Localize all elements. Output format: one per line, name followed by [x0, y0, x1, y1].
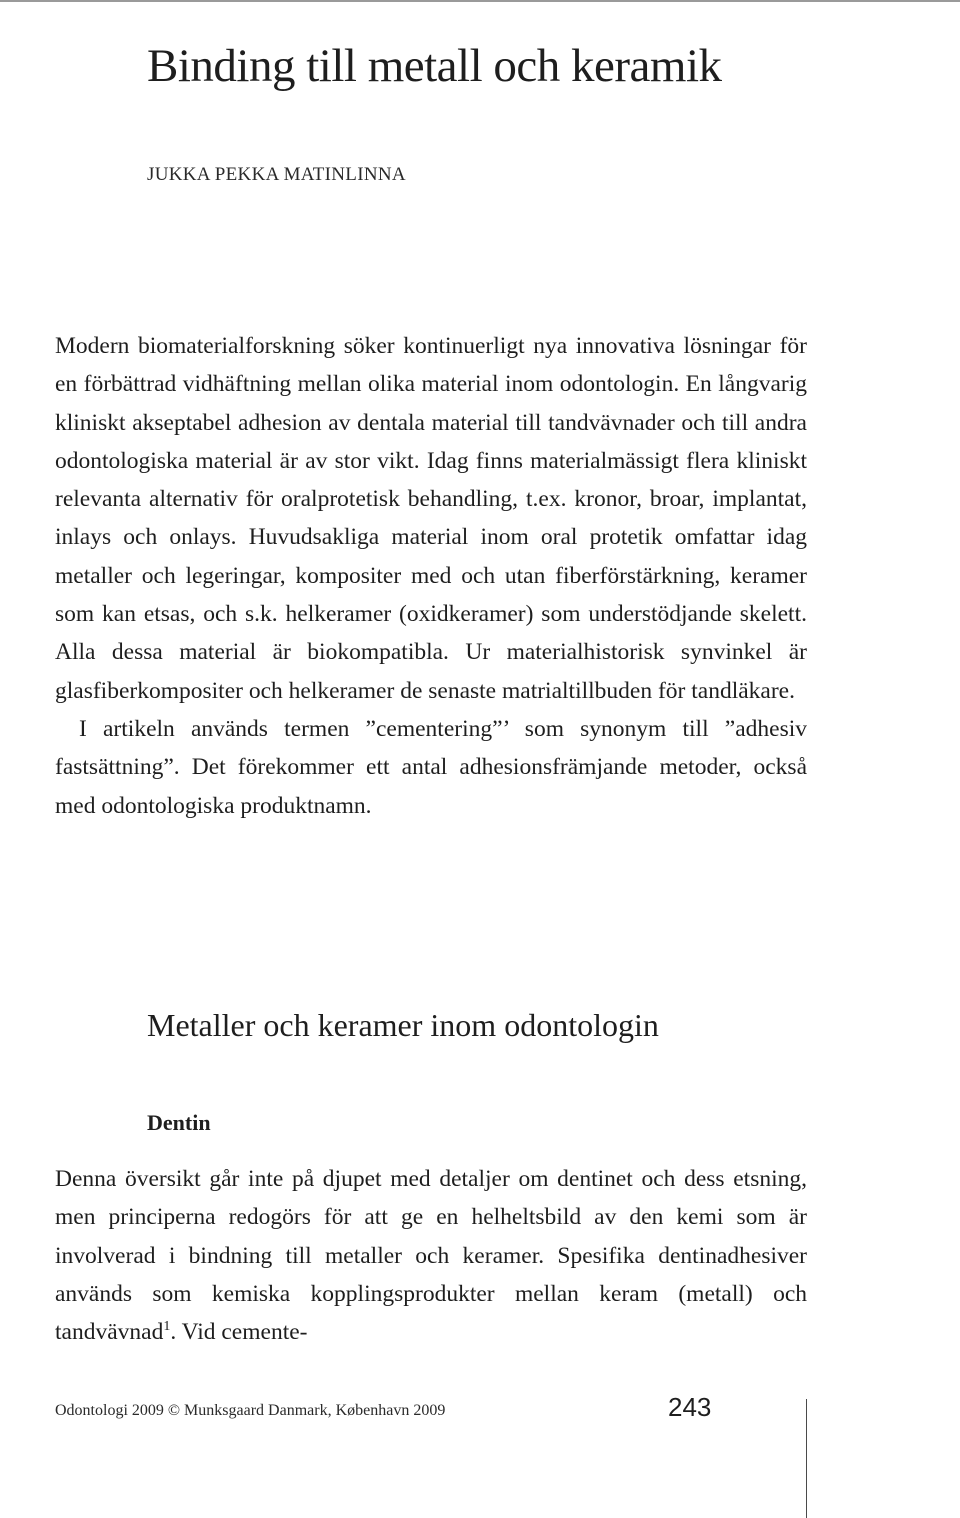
article-title: Binding till metall och keramik: [147, 40, 722, 92]
section-heading: Metaller och keramer inom odontologin: [147, 1007, 659, 1043]
subsection-heading: Dentin: [147, 1110, 211, 1135]
intro-paragraph-2: I artikeln används termen ”cementering”’ som synonym till ”adhesiv fastsättning”. Det förekommer ett antal adhesionsfrämjande metoder, också med odontologiska produktnamn.: [55, 715, 807, 819]
footnote-reference[interactable]: 1: [163, 1319, 171, 1335]
dentin-text: [55, 1160, 807, 1351]
author-name: JUKKA PEKKA MATINLINNA: [147, 164, 406, 185]
dentin-paragraph-tail: . Vid cemente-: [170, 1319, 308, 1346]
dentin-paragraph: [55, 1160, 807, 1351]
intro-text: [55, 327, 807, 825]
footer-vertical-rule: [806, 1399, 807, 1518]
top-border-rule: [0, 0, 960, 2]
footer-source-line: Odontologi 2009 © Munksgaard Danmark, København 2009: [55, 1402, 446, 1419]
intro-paragraph-1: Modern biomaterialforskning söker kontinuerligt nya innovativa lösningar för en förbättrad vidhäftning mellan olika material inom odontologin. En långvarig kliniskt akseptabel adhesion av dentala material till tandvävnader och till andra odontologiska material är av stor vikt. Idag finns materialmässigt flera kliniskt relevanta alternativ för oralprotetisk behandling, t.ex. kronor, broar, implantat, inlays och onlays. Huvudsakliga material inom oral protetik omfattar idag metaller och legeringar, kompositer med och utan fiberförstärkning, keramer som kan etsas, och s.k. helkeramer (oxidkeramer) som understödjande skelett. Alla dessa material är biokompatibla. Ur materialhistorisk synvinkel är glasfiberkompositer och helkeramer de senaste matrialtillbuden för tandläkare.: [55, 333, 807, 704]
page-number: 243: [668, 1392, 712, 1422]
dentin-paragraph-text: Denna översikt går inte på djupet med detaljer om dentinet och dess etsning, men principerna redogörs för att ge en helheltsbild av den kemi som är involverad i bindning till metaller och keramer. Spesifika dentinadhesiver används som kemiska kopplingsprodukter mellan keram (metall) och tandvävnad: [55, 1166, 807, 1346]
